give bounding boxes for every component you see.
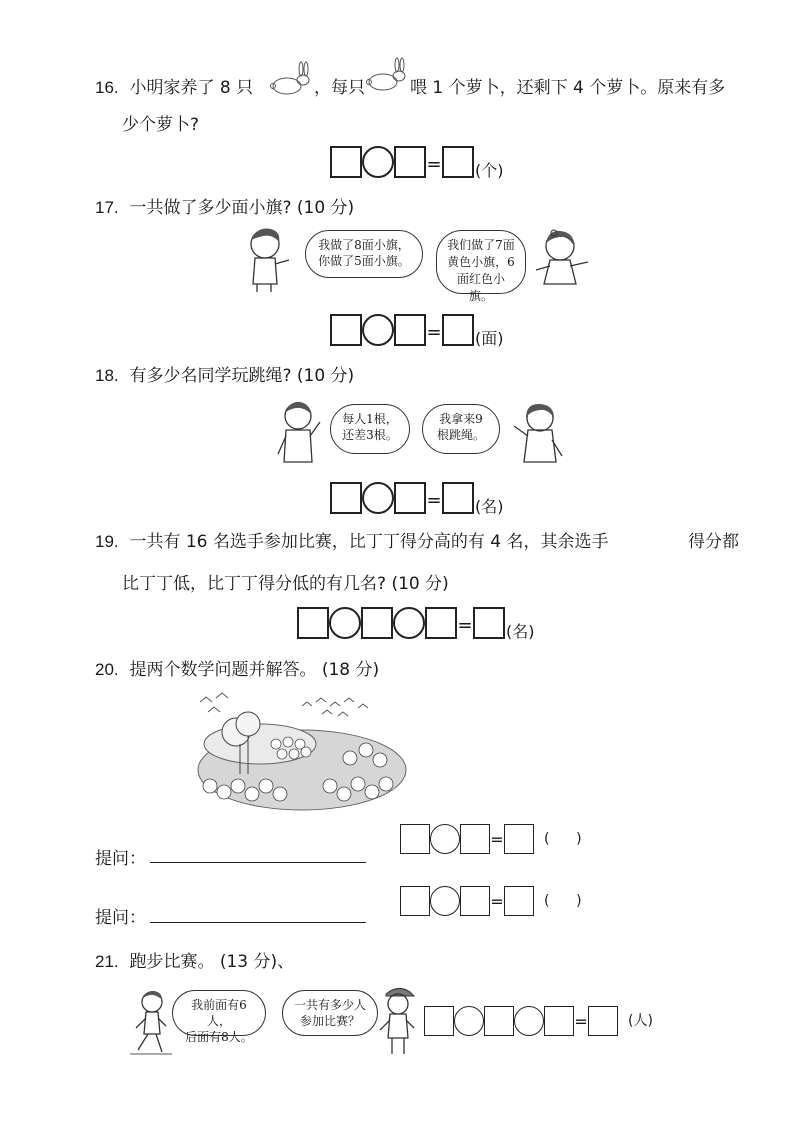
equals-sign: = (426, 154, 442, 175)
bubble-line: 一共有多少人 (293, 998, 366, 1012)
unit-blank[interactable]: ( ) (544, 893, 582, 909)
answer-box[interactable] (400, 824, 430, 854)
girl-illustration (508, 400, 568, 470)
operator-circle[interactable] (362, 482, 394, 514)
equals-sign: = (490, 892, 504, 911)
answer-box[interactable] (330, 146, 362, 178)
q19-text-b: 得分都 (688, 532, 739, 552)
q18-speech-bubble-girl (422, 404, 500, 454)
q18-number: 18. (95, 366, 119, 385)
answer-box[interactable] (297, 607, 329, 639)
bubble-line: 我拿来9 (439, 412, 483, 426)
q20-equation-1 (400, 824, 582, 854)
q17-text: 一共做了多少面小旗? (129, 198, 292, 218)
unit-label: (面) (475, 329, 504, 348)
answer-box[interactable] (484, 1006, 514, 1036)
birds-icon (200, 693, 368, 716)
q16-line1 (95, 76, 253, 100)
q20-ask-label-1: 提问： (95, 849, 146, 869)
result-box[interactable] (473, 607, 505, 639)
result-box[interactable] (442, 314, 474, 346)
answer-box[interactable] (330, 482, 362, 514)
q20-equation-2 (400, 886, 582, 916)
bubble-line: 参加比赛？ (299, 1014, 360, 1028)
answer-box[interactable] (330, 314, 362, 346)
bubble-line: 黄色小旗，6 (447, 255, 515, 269)
runner-boy-illustration (128, 988, 174, 1058)
unit-blank[interactable]: ( ) (544, 831, 582, 847)
operator-circle[interactable] (514, 1006, 544, 1036)
bubble-line: 你做了5面小旗。 (318, 254, 410, 268)
operator-circle[interactable] (362, 314, 394, 346)
q16-number: 16. (95, 78, 119, 97)
result-box[interactable] (504, 886, 534, 916)
answer-box[interactable] (394, 482, 426, 514)
q19-equation (297, 607, 535, 639)
boy-illustration (243, 226, 293, 294)
answer-box[interactable] (544, 1006, 574, 1036)
q20-number: 20. (95, 660, 119, 679)
q16-text-c: 喂 1 个萝卜，还剩下 4 个萝卜。原来有多 (410, 78, 726, 98)
bubble-line: 我们做了7面 (447, 238, 515, 252)
result-box[interactable] (442, 146, 474, 178)
rabbit-icon (363, 58, 409, 94)
boy-with-cap-illustration (376, 984, 420, 1060)
result-box[interactable] (588, 1006, 618, 1036)
answer-box[interactable] (394, 314, 426, 346)
q19-line2 (122, 572, 449, 596)
q18-equation (330, 482, 504, 514)
unit-label: (名) (475, 497, 504, 516)
bubble-line: 我做了8面小旗， (318, 238, 410, 252)
q19-line1 (95, 530, 609, 554)
rabbit-icon (267, 62, 313, 98)
q19-score: (10 分) (391, 574, 449, 594)
answer-box[interactable] (460, 886, 490, 916)
answer-box[interactable] (460, 824, 490, 854)
q16-text-b: ，每只 (314, 78, 365, 98)
answer-box[interactable] (400, 886, 430, 916)
q18-line (95, 364, 354, 388)
q19-text-c: 比丁丁低，比丁丁得分低的有几名? (122, 574, 387, 594)
result-box[interactable] (504, 824, 534, 854)
bubble-line: 面红色小旗。 (456, 272, 505, 303)
q17-speech-bubble-boy (305, 230, 423, 278)
operator-circle[interactable] (430, 886, 460, 916)
unit-label: (名) (506, 622, 535, 641)
bubble-line: 我前面有6人， (191, 998, 247, 1028)
boy-illustration (270, 398, 326, 470)
q21-speech-bubble-left (172, 990, 266, 1044)
bubble-line: 后面有8人。 (185, 1030, 253, 1044)
answer-box[interactable] (361, 607, 393, 639)
q20-question-line-2[interactable] (150, 922, 366, 923)
q20-score: (18 分) (321, 660, 380, 680)
equals-sign: = (457, 615, 473, 636)
q20-line (95, 658, 379, 682)
q16-text-d: 少个萝卜? (122, 115, 200, 135)
equals-sign: = (426, 322, 442, 343)
equals-sign: = (490, 830, 504, 849)
garden-scene-illustration (190, 688, 410, 816)
q21-equation (424, 1006, 653, 1036)
equals-sign: = (426, 490, 442, 511)
q21-speech-bubble-right (282, 990, 378, 1036)
operator-circle[interactable] (329, 607, 361, 639)
operator-circle[interactable] (430, 824, 460, 854)
equals-sign: = (574, 1012, 588, 1031)
q19-text-a: 一共有 16 名选手参加比赛，比丁丁得分高的有 4 名，其余选手 (129, 532, 609, 552)
girl-illustration (532, 228, 592, 294)
operator-circle[interactable] (393, 607, 425, 639)
q17-equation (330, 314, 504, 346)
q21-text: 跑步比赛。 (129, 952, 215, 972)
q16-equation (330, 146, 504, 178)
bubble-line: 根跳绳。 (436, 428, 485, 442)
bubble-line: 还差3根。 (342, 428, 398, 442)
q21-score: (13 分)、 (219, 952, 295, 972)
q17-line (95, 196, 354, 220)
q19-number: 19. (95, 532, 119, 551)
q20-text: 提两个数学问题并解答。 (129, 660, 317, 680)
q17-score: (10 分) (296, 198, 355, 218)
answer-box[interactable] (394, 146, 426, 178)
unit-label: (人) (628, 1013, 653, 1029)
operator-circle[interactable] (454, 1006, 484, 1036)
q17-speech-bubble-girl (436, 230, 526, 303)
unit-label: (个) (475, 161, 504, 180)
q21-number: 21. (95, 952, 119, 971)
answer-box[interactable] (425, 607, 457, 639)
q20-question-line-1[interactable] (150, 862, 366, 863)
q17-number: 17. (95, 198, 119, 217)
q18-score: (10 分) (296, 366, 355, 386)
bubble-line: 每人1根， (342, 412, 398, 426)
q16-text-a: 小明家养了 8 只 (129, 78, 254, 98)
answer-box[interactable] (424, 1006, 454, 1036)
q18-text: 有多少名同学玩跳绳? (129, 366, 292, 386)
result-box[interactable] (442, 482, 474, 514)
operator-circle[interactable] (362, 146, 394, 178)
q18-speech-bubble-boy (330, 404, 410, 454)
q20-ask-label-2: 提问： (95, 908, 146, 928)
q21-line (95, 950, 294, 974)
